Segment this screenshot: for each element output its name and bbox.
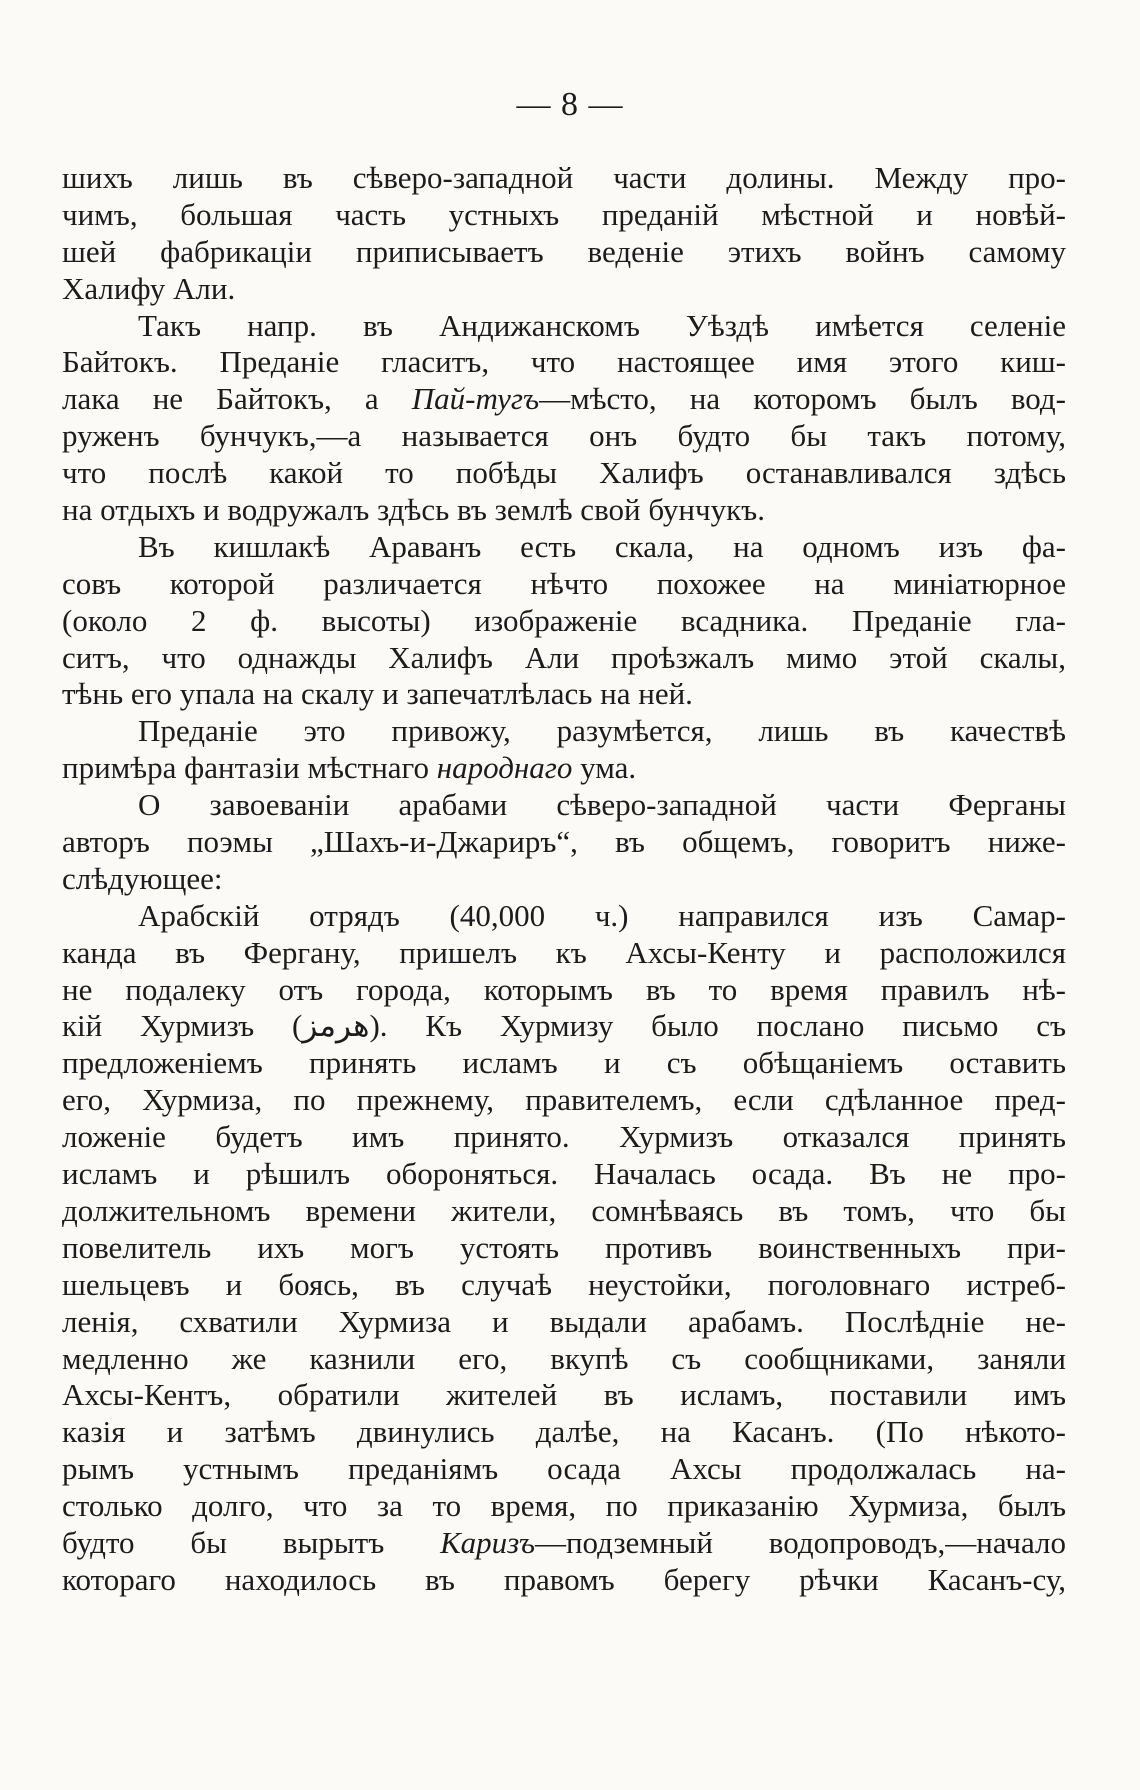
- text-line: не подалеку отъ города, которымъ въ то время правилъ нѣ-: [62, 971, 1066, 1007]
- page-number: — 8 —: [516, 86, 624, 123]
- text-line: столько долго, что за то время, по приказанію Хурмиза, былъ: [62, 1488, 1066, 1524]
- text-line: шихъ лишь въ сѣверо-западной части долины. Между про-: [62, 160, 1066, 195]
- text-line: Ахсы-Кентъ, обратили жителей въ исламъ, поставили имъ: [62, 1377, 1066, 1413]
- text-line: исламъ и рѣшилъ обороняться. Началась осада. Въ не про-: [62, 1156, 1066, 1192]
- text-line: чимъ, большая часть устныхъ преданій мѣстной и новѣй-: [62, 196, 1066, 232]
- text-line: будто бы вырытъ Каризъ—подземный водопроводъ,—начало: [62, 1524, 1066, 1560]
- text-line: рымъ устнымъ преданіямъ осада Ахсы продолжалась на-: [62, 1451, 1066, 1487]
- text-line: совъ которой различается нѣчто похожее на миніатюрное: [62, 565, 1066, 601]
- text-line: кій Хурмизъ (هرمز). Къ Хурмизу было послано письмо съ: [62, 1008, 1066, 1044]
- text-line: что послѣ какой то побѣды Халифъ останавливался здѣсь: [62, 455, 1066, 491]
- text-line: предложеніемъ принять исламъ и съ обѣщаніемъ оставить: [62, 1045, 1066, 1081]
- text-line: руженъ бунчукъ,—а называется онъ будто бы такъ потому,: [62, 418, 1066, 454]
- text-line: канда въ Фергану, пришелъ къ Ахсы-Кенту и расположился: [62, 934, 1066, 970]
- text-line: повелитель ихъ могъ устоять противъ воинственныхъ при-: [62, 1229, 1066, 1265]
- text-line: слѣдующее:: [62, 860, 223, 896]
- text-line: (около 2 ф. высоты) изображеніе всадника. Преданіе гла-: [62, 602, 1066, 638]
- text-line: Халифу Али.: [62, 270, 236, 306]
- text-line: Байтокъ. Преданіе гласитъ, что настоящее имя этого киш-: [62, 344, 1066, 380]
- text-line: котораго находилось въ правомъ берегу рѣчки Касанъ-су,: [62, 1561, 1066, 1597]
- text-line: О завоеваніи арабами сѣверо-западной части Ферганы: [138, 787, 1066, 823]
- text-line: должительномъ времени жители, сомнѣваясь въ томъ, что бы: [62, 1192, 1066, 1228]
- text-line: Въ кишлакѣ Араванъ есть скала, на одномъ изъ фа-: [138, 528, 1066, 564]
- text-line: медленно же казнили его, вкупѣ съ сообщниками, заняли: [62, 1340, 1066, 1376]
- body-text: [62, 160, 1066, 1599]
- text-line: ситъ, что однажды Халифъ Али проѣзжалъ мимо этой скалы,: [62, 639, 1066, 675]
- text-line: казія и затѣмъ двинулись далѣе, на Касанъ. (По нѣкото-: [62, 1414, 1066, 1450]
- text-line: авторъ поэмы „Шахъ-и-Джариръ“, въ общемъ, говоритъ ниже-: [62, 824, 1066, 860]
- text-line: шельцевъ и боясь, въ случаѣ неустойки, поголовнаго истреб-: [62, 1266, 1066, 1302]
- text-line: шей фабрикаціи приписываетъ веденіе этихъ войнъ самому: [62, 233, 1066, 269]
- text-line: примѣра фантазіи мѣстнаго народнаго ума.: [62, 750, 637, 786]
- text-line: его, Хурмиза, по прежнему, правителемъ, если сдѣланное пред-: [62, 1082, 1066, 1118]
- text-line: тѣнь его упала на скалу и запечатлѣлась на ней.: [62, 676, 693, 712]
- text-line: ложеніе будетъ имъ принято. Хурмизъ отказался принять: [62, 1119, 1066, 1155]
- text-line: лака не Байтокъ, а Пай-тугъ—мѣсто, на которомъ былъ вод-: [62, 381, 1066, 417]
- text-line: Преданіе это привожу, разумѣется, лишь въ качествѣ: [138, 713, 1066, 749]
- text-line: на отдыхъ и водружалъ здѣсь въ землѣ свой бунчукъ.: [62, 492, 765, 528]
- text-line: Арабскій отрядъ (40,000 ч.) направился изъ Самар-: [138, 897, 1066, 933]
- text-line: Такъ напр. въ Андижанскомъ Уѣздѣ имѣется селеніе: [138, 307, 1066, 343]
- text-line: ленія, схватили Хурмиза и выдали арабамъ. Послѣдніе не-: [62, 1303, 1066, 1339]
